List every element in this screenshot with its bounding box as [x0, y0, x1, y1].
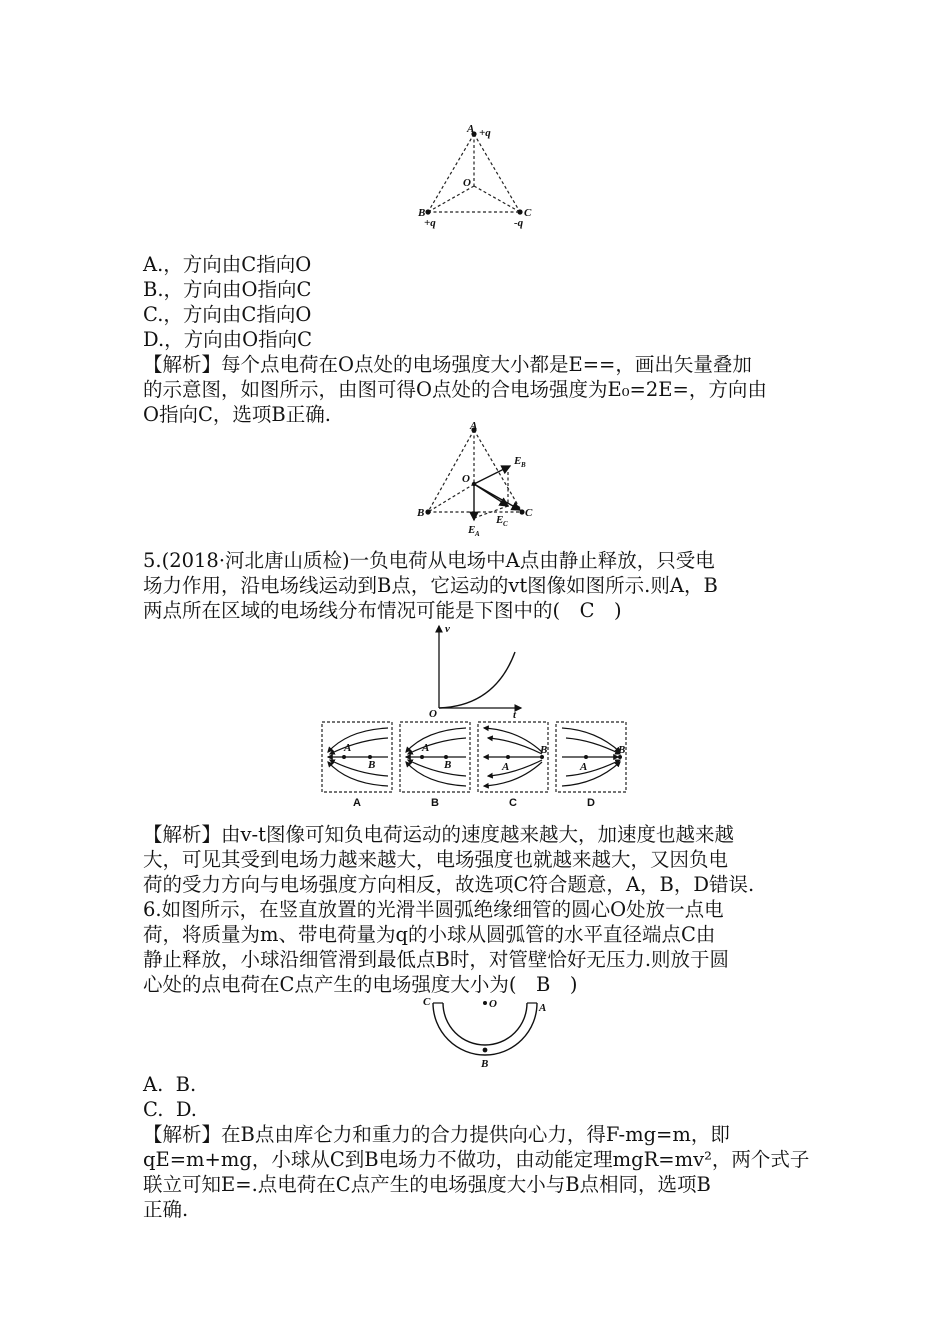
panel-D-caption: D	[587, 797, 595, 809]
q6-options-line-1: A. B.	[143, 1073, 197, 1096]
fig2-label-O: O	[462, 473, 470, 485]
panel-C-point-A: A	[502, 761, 510, 773]
q6-analysis-line-1: 【解析】在B点由库仑力和重力的合力提供向心力，得F-mg=m，即	[143, 1123, 730, 1146]
panel-D-point-A: A	[580, 761, 588, 773]
q6-stem-line-3: 静止释放，小球沿细管滑到最低点B时，对管壁恰好无压力.则放于圆	[143, 948, 730, 971]
fig5-label-A: A	[539, 1002, 547, 1014]
fig3-label-v: v	[445, 623, 450, 635]
panel-D-point-B: B	[618, 744, 626, 756]
fig1-label-minus-q: -q	[514, 217, 524, 229]
fig3-label-t: t	[513, 709, 517, 720]
fig3-label-O: O	[429, 708, 437, 720]
panel-A-point-B: B	[368, 759, 376, 771]
panel-C-point-B: B	[540, 744, 548, 756]
panel-B-caption: B	[431, 797, 439, 809]
q4-option-c: C.，方向由C指向O	[143, 303, 312, 326]
fig2-label-EC: E	[496, 514, 504, 526]
panel-B-point-A: A	[422, 742, 430, 754]
figure-field-line-options	[318, 718, 634, 812]
q6-stem-line-2: 荷，将质量为m、带电荷量为q的小球从圆弧管的水平直径端点C由	[143, 923, 716, 946]
fig1-label-O: O	[463, 177, 471, 189]
fig2-label-EB-sub: B	[521, 461, 526, 469]
panel-A-caption: A	[353, 797, 361, 809]
q6-analysis-line-2: qE=m+mg，小球从C到B电场力不做功，由动能定理mgR=mv²，两个式子	[143, 1148, 810, 1171]
fig1-label-A: A	[467, 123, 475, 135]
q4-option-b: B.，方向由O指向C	[143, 278, 312, 301]
q6-options-line-2: C. D.	[143, 1098, 197, 1121]
panel-A-point-A: A	[344, 742, 352, 754]
field-panel-C	[478, 722, 548, 809]
q4-analysis-line-1: 【解析】每个点电荷在O点处的电场强度大小都是E==，画出矢量叠加	[143, 353, 752, 376]
fig2-label-EA: E	[468, 524, 476, 536]
q6-stem-line-4: 心处的点电荷在C点产生的电场强度大小为( B )	[143, 973, 578, 996]
q4-analysis-line-2: 的示意图，如图所示，由图可得O点处的合电场强度为E₀=2E=，方向由	[143, 378, 767, 401]
field-panel-D	[556, 722, 626, 809]
fig2-label-B: B	[417, 507, 425, 519]
fig2-label-C: C	[525, 507, 533, 519]
panel-B-point-B: B	[444, 759, 452, 771]
q5-analysis-line-3: 荷的受力方向与电场强度方向相反，故选项C符合题意，A，B，D错误.	[143, 873, 755, 896]
field-panel-A	[322, 722, 392, 809]
q4-analysis-line-3: O指向C，选项B正确.	[143, 403, 331, 426]
q6-analysis-line-3: 联立可知E=.点电荷在C点产生的电场强度大小与B点相同，选项B	[143, 1173, 711, 1196]
fig5-label-C: C	[423, 996, 431, 1008]
fig2-label-EA-sub: A	[475, 530, 480, 538]
q5-stem-line-2: 场力作用，沿电场线运动到B点，它运动的vt图像如图所示.则A，B	[143, 574, 718, 597]
q5-stem-line-1: 5.(2018·河北唐山质检)一负电荷从电场中A点由静止释放，只受电	[143, 549, 715, 572]
q5-analysis-line-1: 【解析】由v-t图像可知负电荷运动的速度越来越大，加速度也越来越	[143, 823, 734, 846]
fig5-label-O: O	[489, 998, 497, 1010]
fig1-label-B: B	[418, 207, 426, 219]
q6-stem-line-1: 6.如图所示，在竖直放置的光滑半圆弧绝缘细管的圆心O处放一点电	[143, 898, 724, 921]
q5-analysis-line-2: 大，可见其受到电场力越来越大，电场强度也就越来越大，又因负电	[143, 848, 729, 871]
panel-C-caption: C	[509, 797, 517, 809]
fig1-label-plus-q-bottom: +q	[424, 217, 436, 229]
field-panel-B	[400, 722, 470, 809]
q4-option-d: D.，方向由O指向C	[143, 328, 313, 351]
figure-vt-graph	[425, 620, 535, 720]
figure-vector-superposition	[410, 420, 550, 540]
fig2-label-EC-sub: C	[503, 520, 508, 528]
q6-analysis-line-4: 正确.	[143, 1198, 189, 1221]
figure-triangle-charges	[410, 122, 550, 232]
fig1-label-plus-q-top: +q	[479, 127, 491, 139]
fig5-label-B: B	[481, 1058, 489, 1070]
fig2-label-A: A	[470, 420, 478, 432]
q4-option-a: A.，方向由C指向O	[143, 253, 312, 276]
fig2-label-EB: E	[514, 455, 522, 467]
figure-semicircle-tube	[415, 995, 555, 1070]
q5-stem-line-3: 两点所在区域的电场线分布情况可能是下图中的( C )	[143, 599, 622, 622]
fig1-label-C: C	[524, 207, 532, 219]
